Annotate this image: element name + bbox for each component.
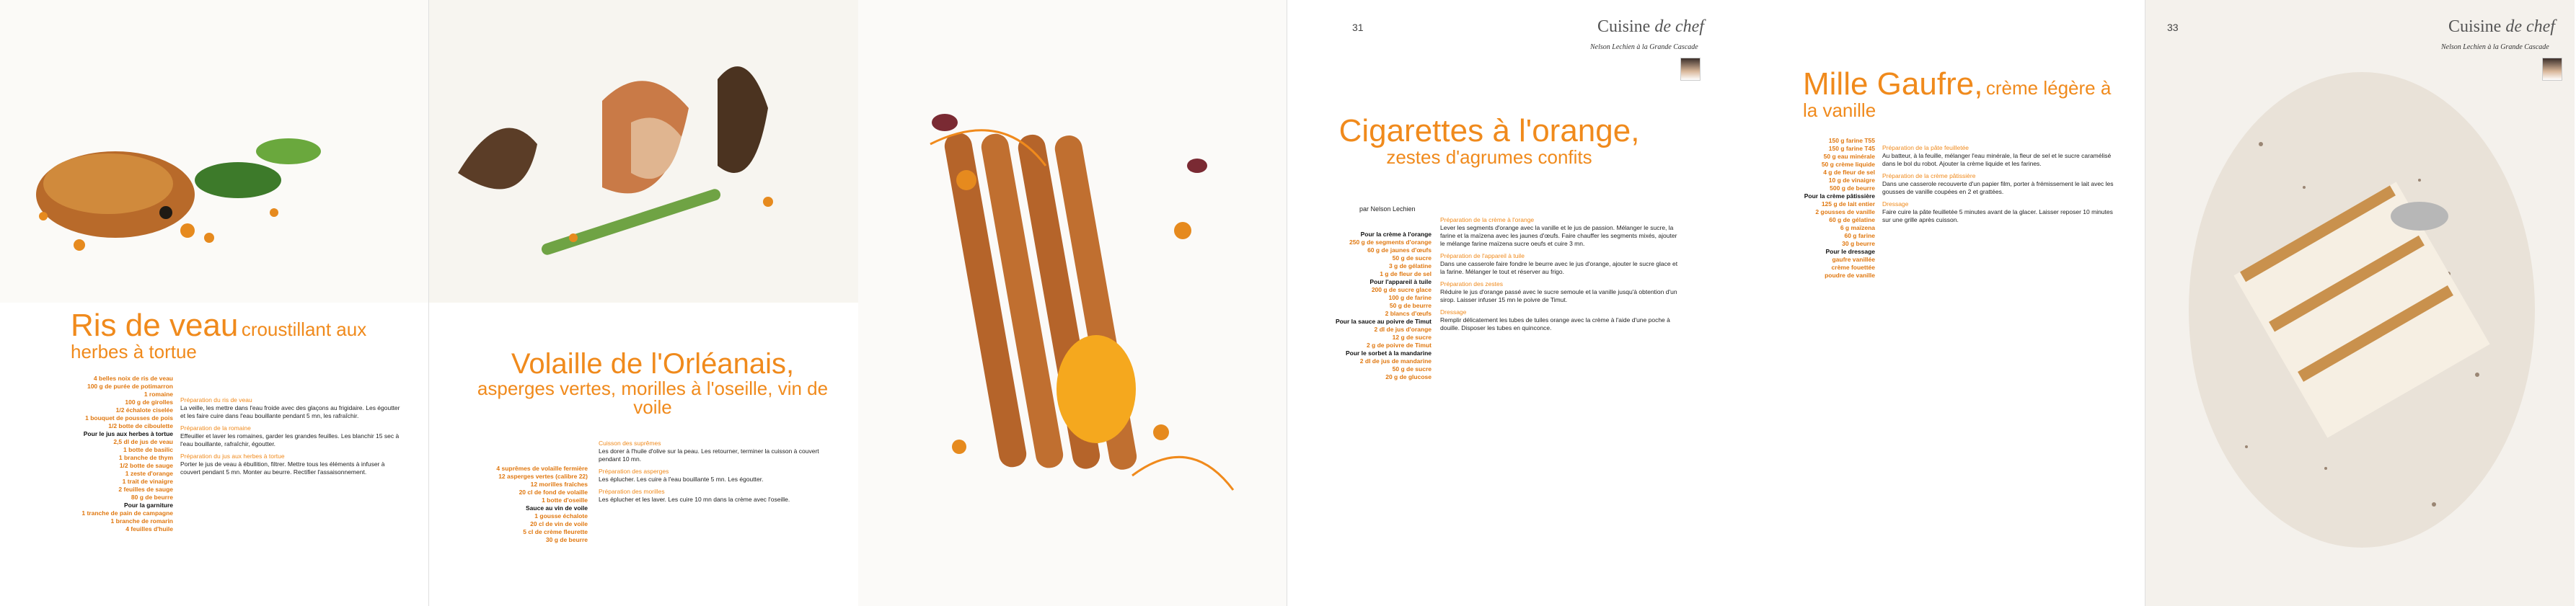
method-heading: Préparation de la pâte feuilletée bbox=[1882, 144, 1970, 151]
ingredient-line: 2 dl de jus de mandarine bbox=[1359, 357, 1432, 365]
ingredient-line: 5 cl de crème fleurette bbox=[523, 528, 588, 535]
ingredient-line: 20 cl de vin de voile bbox=[530, 520, 588, 527]
method-text: Les éplucher et les laver. Les cuire 10 mn dans la crème avec l'oseille. bbox=[599, 496, 790, 503]
ingredient-line: 250 g de segments d'orange bbox=[1349, 239, 1432, 246]
ingredient-line: 50 g de sucre bbox=[1392, 365, 1432, 373]
ingredients-ris-de-veau bbox=[22, 375, 173, 533]
ingredient-line: Pour l'appareil à tuile bbox=[1369, 278, 1432, 285]
method-heading: Préparation de la romaine bbox=[180, 424, 251, 432]
ingredient-line: poudre de vanille bbox=[1825, 272, 1875, 279]
method-heading: Dressage bbox=[1882, 200, 1909, 208]
ingredient-line: 150 g farine T55 bbox=[1828, 137, 1875, 144]
ingredient-line: 12 asperges vertes (calibre 22) bbox=[498, 473, 588, 480]
ingredient-line: 1 bouquet de pousses de pois bbox=[85, 414, 173, 422]
ingredient-line: 150 g farine T45 bbox=[1828, 145, 1875, 152]
method-text: Au batteur, à la feuille, mélanger l'eau minérale, la fleur de sel et le sucre caramélisé dans le bol du robot. Ajouter la crème liquide et les farines. bbox=[1882, 152, 2112, 167]
method-text: Faire cuire la pâte feuilletée 5 minutes avant de la glacer. Laisser reposer 10 minutes sur une grille après cuisson. bbox=[1882, 208, 2113, 223]
page-32 bbox=[1716, 0, 2145, 606]
author-line: par Nelson Lechien bbox=[1359, 205, 1416, 213]
method-text: Effeuiller et laver les romaines, garder les grandes feuilles. Les blanchir 15 sec à l'eau bouillante, rafraîchir, égoutter. bbox=[180, 432, 400, 447]
method-text: Dans une casserole recouverte d'un papier film, porter à frémissement le lait avec les gousses de vanille coupées en 2 et grattées. bbox=[1882, 180, 2114, 195]
chef-line: Nelson Lechien à la Grande Cascade bbox=[1590, 43, 1698, 51]
method-ris-de-veau bbox=[180, 396, 404, 481]
method-text: Les dorer à l'huile d'olive sur la peau. Les retourner, terminer la cuisson à couvert pendant 10 mn. bbox=[599, 447, 819, 463]
method-text: Réduire le jus d'orange passé avec le sucre semoule et la vanille jusqu'à obtention d'un sirop. Laisser infuser 15 mn le poivre de Timut. bbox=[1440, 288, 1677, 303]
page-29 bbox=[429, 0, 858, 606]
ingredient-line: 6 g maïzena bbox=[1840, 224, 1875, 231]
ingredient-line: 10 g de vinaigre bbox=[1828, 177, 1875, 184]
recipe-title-volaille: Volaille de l'Orléanais, asperges vertes, morilles à l'oseille, vin de voile bbox=[477, 348, 829, 419]
ingredient-line: 100 g de farine bbox=[1388, 294, 1432, 301]
ingredient-line: 1 branche de thym bbox=[118, 454, 173, 461]
ingredient-line: 1/2 botte de ciboulette bbox=[108, 422, 173, 429]
ingredient-line: Pour la garniture bbox=[123, 502, 173, 509]
ingredient-line: 3 g de gélatine bbox=[1388, 262, 1432, 269]
ingredient-line: gaufre vanillée bbox=[1832, 256, 1875, 263]
magazine-brand: Cuisine de chef bbox=[2448, 17, 2555, 36]
method-text: La veille, les mettre dans l'eau froide avec des glaçons au frigidaire. Les égoutter et les faire cuire dans l'eau bouillante pendant 5 mn, les rafraîchir. bbox=[180, 404, 400, 419]
ingredient-line: 12 g de sucre bbox=[1392, 334, 1432, 341]
ingredient-line: 1 trait de vinaigre bbox=[122, 478, 173, 485]
ingredient-line: 1/2 échalote ciselée bbox=[115, 406, 173, 414]
ingredient-line: 200 g de sucre glace bbox=[1371, 286, 1432, 293]
ingredient-line: 100 g de girolles bbox=[125, 398, 173, 406]
page-31 bbox=[1287, 0, 1716, 606]
mille-gaufre-photo bbox=[2145, 0, 2575, 606]
ingredient-line: 4 feuilles d'huile bbox=[125, 525, 173, 533]
recipe-title-cigarettes: Cigarettes à l'orange, zestes d'agrumes confits bbox=[1338, 113, 1640, 168]
cigarettes-photo bbox=[858, 0, 1287, 606]
ingredient-line: Pour le sorbet à la mandarine bbox=[1345, 349, 1432, 357]
ris-de-veau-photo bbox=[0, 0, 429, 303]
ingredient-line: 30 g beurre bbox=[1842, 240, 1875, 247]
volaille-photo bbox=[429, 0, 858, 303]
ingredient-line: 1 branche de romarin bbox=[110, 517, 173, 525]
ingredient-line: 2 gousses de vanille bbox=[1815, 208, 1875, 215]
ingredient-line: 30 g de beurre bbox=[545, 536, 588, 543]
ingredient-line: Pour le dressage bbox=[1825, 248, 1875, 255]
ingredient-line: 60 g farine bbox=[1844, 232, 1875, 239]
method-heading: Préparation des asperges bbox=[599, 468, 669, 475]
method-text: Remplir délicatement les tubes de tuiles orange avec la crème à l'aide d'une poche à douille. Disposer les tubes en quinconce. bbox=[1440, 316, 1670, 331]
ingredient-line: Pour le jus aux herbes à tortue bbox=[83, 430, 173, 437]
recipe-title-ris-de-veau: Ris de veau croustillant aux herbes à tortue bbox=[71, 308, 367, 362]
ingredients-volaille bbox=[444, 465, 588, 544]
ingredient-line: 2,5 dl de jus de veau bbox=[113, 438, 173, 445]
method-cigarettes bbox=[1440, 216, 1678, 337]
magazine-brand: Cuisine de chef bbox=[1597, 17, 1704, 36]
ingredient-line: Sauce au vin de voile bbox=[526, 504, 588, 512]
ingredient-line: 2 blancs d'œufs bbox=[1385, 310, 1432, 317]
ingredients-cigarettes bbox=[1302, 231, 1432, 381]
ingredient-line: 4 belles noix de ris de veau bbox=[93, 375, 173, 382]
ingredient-line: 125 g de lait entier bbox=[1821, 200, 1875, 208]
chef-line: Nelson Lechien à la Grande Cascade bbox=[2441, 43, 2549, 51]
method-heading: Préparation des zestes bbox=[1440, 280, 1503, 288]
method-text: Porter le jus de veau à ébullition, filtrer. Mettre tous les éléments à infuser à couvert pendant 5 mn. Monter au beurre. Rectifier l'assaisonnement. bbox=[180, 460, 385, 476]
page-number: 31 bbox=[1352, 22, 1364, 33]
ingredient-line: 1 botte de basilic bbox=[123, 446, 173, 453]
ingredient-line: 1/2 botte de sauge bbox=[119, 462, 173, 469]
ingredient-line: 50 g eau minérale bbox=[1823, 153, 1875, 160]
method-heading: Préparation de la crème pâtissière bbox=[1882, 172, 1976, 179]
method-text: Les éplucher. Les cuire à l'eau bouillante 5 mn. Les égoutter. bbox=[599, 476, 764, 483]
ingredient-line: 1 zeste d'orange bbox=[125, 470, 173, 477]
chef-portrait bbox=[1680, 58, 1701, 81]
method-mille-gaufre bbox=[1882, 144, 2120, 228]
ingredient-line: 60 g de jaunes d'œufs bbox=[1367, 246, 1432, 254]
ingredient-line: 50 g de beurre bbox=[1389, 302, 1432, 309]
page-28 bbox=[0, 0, 429, 606]
ingredient-line: crème fouettée bbox=[1831, 264, 1875, 271]
ingredient-line: 500 g de beurre bbox=[1830, 184, 1875, 192]
method-heading: Préparation de l'appareil à tuile bbox=[1440, 252, 1525, 259]
method-heading: Préparation de la crème à l'orange bbox=[1440, 216, 1535, 223]
ingredient-line: 100 g de purée de potimarron bbox=[87, 383, 173, 390]
method-text: Lever les segments d'orange avec la vanille et le jus de passion. Mélanger le sucre, la farine et la maïzena avec les jaunes d'œufs. Faire chauffer les segments mixés, ajouter le mélange farine maïzena sucre oeufs et cuire 3 mn. bbox=[1440, 224, 1677, 247]
ingredient-line: 1 g de fleur de sel bbox=[1380, 270, 1432, 277]
method-heading: Dressage bbox=[1440, 308, 1467, 316]
method-heading: Cuisson des suprêmes bbox=[599, 440, 661, 447]
ingredient-line: 12 morilles fraîches bbox=[530, 481, 588, 488]
ingredient-line: Pour la crème à l'orange bbox=[1360, 231, 1432, 238]
method-heading: Préparation du ris de veau bbox=[180, 396, 252, 404]
ingredients-mille-gaufre bbox=[1738, 137, 1875, 280]
ingredient-line: Pour la crème pâtissière bbox=[1804, 192, 1875, 200]
recipe-title-mille-gaufre: Mille Gaufre, crème légère à la vanille bbox=[1803, 66, 2112, 121]
method-volaille bbox=[599, 440, 829, 508]
page-30 bbox=[858, 0, 1287, 606]
ingredient-line: 20 cl de fond de volaille bbox=[519, 489, 588, 496]
ingredient-line: 2 dl de jus d'orange bbox=[1374, 326, 1432, 333]
ingredient-line: 4 suprêmes de volaille fermière bbox=[496, 465, 588, 472]
method-heading: Préparation des morilles bbox=[599, 488, 665, 495]
chef-portrait bbox=[2542, 58, 2562, 81]
ingredient-line: Pour la sauce au poivre de Timut bbox=[1335, 318, 1432, 325]
ingredient-line: 80 g de beurre bbox=[131, 494, 173, 501]
ingredient-line: 1 gousse échalote bbox=[534, 512, 588, 520]
ingredient-line: 60 g de gélatine bbox=[1829, 216, 1875, 223]
method-text: Dans une casserole faire fondre le beurre avec le jus d'orange, ajouter le sucre glace et la farine. Mélanger le tout et réserver au frigo. bbox=[1440, 260, 1678, 275]
ingredient-line: 20 g de glucose bbox=[1385, 373, 1432, 380]
ingredient-line: 1 tranche de pain de campagne bbox=[81, 509, 173, 517]
page-33 bbox=[2145, 0, 2575, 606]
ingredient-line: 50 g crème liquide bbox=[1821, 161, 1875, 168]
ingredient-line: 2 g de poivre de Timut bbox=[1366, 342, 1432, 349]
page-number: 33 bbox=[2167, 22, 2179, 33]
ingredient-line: 4 g de fleur de sel bbox=[1823, 169, 1875, 176]
ingredient-line: 1 romaine bbox=[144, 391, 173, 398]
ingredient-line: 50 g de sucre bbox=[1392, 254, 1432, 262]
method-heading: Préparation du jus aux herbes à tortue bbox=[180, 453, 285, 460]
ingredient-line: 1 botte d'oseille bbox=[542, 496, 588, 504]
ingredient-line: 2 feuilles de sauge bbox=[118, 486, 173, 493]
